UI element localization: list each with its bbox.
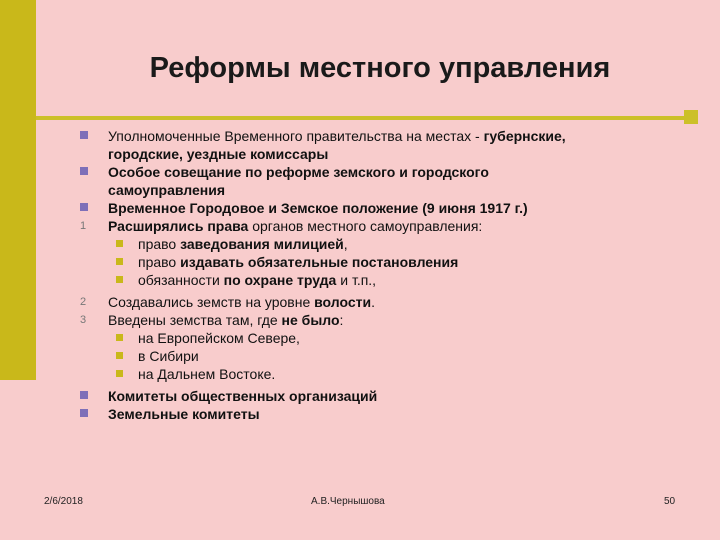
list-item	[80, 127, 690, 145]
item-bold-text: Комитеты общественных организаций	[108, 388, 378, 404]
bullet-icon	[116, 240, 123, 247]
list-number: 1	[80, 220, 87, 232]
list-item	[80, 217, 690, 235]
item-text: право	[138, 236, 181, 252]
item-text: Введены земства там, где	[108, 312, 282, 328]
bullet-icon	[80, 409, 88, 417]
sub-list-item	[80, 347, 690, 365]
list-item	[80, 293, 690, 311]
item-bold-text: волости	[314, 294, 372, 310]
item-bold-text: самоуправления	[108, 182, 226, 198]
item-bold-text: Расширялись права	[108, 218, 249, 234]
bullet-icon	[80, 391, 88, 399]
slide-title: Реформы местного управления	[149, 52, 611, 84]
item-text: Создавались земств на уровне	[108, 294, 315, 310]
item-text: .	[371, 294, 375, 310]
bullet-icon	[116, 370, 123, 377]
item-text: обязанности	[138, 272, 224, 288]
item-text: право	[138, 254, 181, 270]
divider-end-square	[684, 110, 698, 124]
footer-date: 2/6/2018	[44, 496, 83, 507]
list-number: 2	[80, 296, 87, 308]
sub-list-item	[80, 271, 690, 289]
bullet-icon	[80, 131, 88, 139]
bullet-icon	[116, 276, 123, 283]
item-bold-text: по охране труда	[223, 272, 337, 288]
item-text: Уполномоченные Временного правительства на местах -	[108, 128, 484, 144]
list-item	[80, 181, 690, 199]
list-item	[80, 311, 690, 329]
bullet-icon	[116, 334, 123, 341]
item-text: в Сибири	[138, 348, 199, 364]
bullet-icon	[80, 167, 88, 175]
footer-author: А.В.Чернышова	[311, 496, 385, 507]
item-text: на Дальнем Востоке.	[138, 366, 276, 382]
item-text: :	[339, 312, 344, 328]
item-text: на Европейском Севере,	[138, 330, 300, 346]
item-text: ,	[343, 236, 348, 252]
list-item	[80, 199, 690, 217]
sub-list-item	[80, 235, 690, 253]
item-text: органов местного самоуправления:	[248, 218, 483, 234]
item-bold-text: (9 июня 1917 г.)	[418, 200, 528, 216]
sub-list-item	[80, 365, 690, 383]
sub-list-item	[80, 253, 690, 271]
item-bold-text: Земельные комитеты	[108, 406, 260, 422]
bullet-icon	[80, 203, 88, 211]
item-bold-text: Временное Городовое и Земское положение	[108, 200, 419, 216]
list-item	[80, 405, 690, 423]
list-item	[80, 145, 690, 163]
item-text: и т.п.,	[336, 272, 377, 288]
item-bold-text: издавать обязательные постановления	[180, 254, 459, 270]
bullet-icon	[116, 258, 123, 265]
item-bold-text: заведования милицией	[180, 236, 344, 252]
list-number: 3	[80, 314, 87, 326]
item-bold-text: губернские,	[483, 128, 566, 144]
list-item	[80, 163, 690, 181]
title-divider	[36, 116, 684, 120]
bullet-icon	[116, 352, 123, 359]
list-item	[80, 387, 690, 405]
item-bold-text: Особое совещание по реформе земского и городского	[108, 164, 489, 180]
slide-content	[80, 127, 690, 423]
sub-list-item	[80, 329, 690, 347]
item-bold-text: не было	[281, 312, 340, 328]
item-bold-text: городские, уездные комиссары	[108, 146, 329, 162]
footer-page-number: 50	[664, 496, 676, 507]
